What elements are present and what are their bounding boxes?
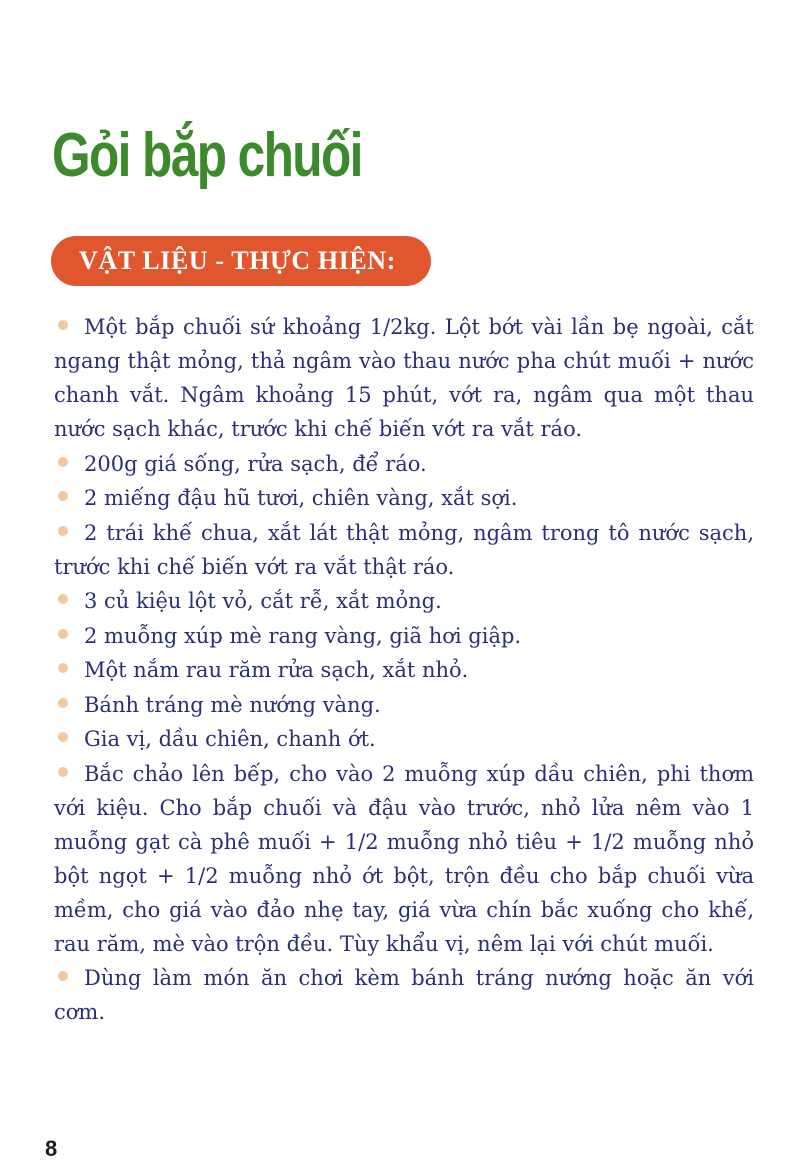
list-item bbox=[54, 619, 754, 653]
list-item-text: 2 trái khế chua, xắt lát thật mỏng, ngâm trong tô nước sạch, trước khi chế biến vớt ra vắt thật ráo. bbox=[54, 520, 754, 579]
list-item bbox=[54, 310, 754, 446]
list-item bbox=[54, 688, 754, 722]
bullet-icon bbox=[58, 629, 68, 639]
page-number: 8 bbox=[45, 1136, 58, 1161]
list-item-text: Một nắm rau răm rửa sạch, xắt nhỏ. bbox=[84, 658, 469, 682]
list-item bbox=[54, 653, 754, 687]
recipe-title: Gỏi bắp chuối bbox=[52, 121, 362, 190]
list-item-text: Một bắp chuối sứ khoảng 1/2kg. Lột bớt vài lần bẹ ngoài, cắt ngang thật mỏng, thả ngâm vào thau nước pha chút muối + nước chanh vắt. Ngâm khoảng 15 phút, vớt ra, ngâm qua một thau nước sạch khác, trước khi chế biến vớt ra vắt ráo. bbox=[54, 315, 754, 441]
list-item-text: 2 miếng đậu hũ tươi, chiên vàng, xắt sợi. bbox=[84, 486, 518, 510]
list-item-text: Bánh tráng mè nướng vàng. bbox=[84, 692, 381, 717]
list-item-text: 2 muỗng xúp mè rang vàng, giã hơi giập. bbox=[84, 623, 522, 648]
bullet-icon bbox=[58, 767, 68, 777]
list-item-text: Bắc chảo lên bếp, cho vào 2 muỗng xúp dầu chiên, phi thơm với kiệu. Cho bắp chuối và đậu vào trước, nhỏ lửa nêm vào 1 muỗng gạt cà phê muối + 1/2 muỗng nhỏ tiêu + 1/2 muỗng nhỏ bột ngọt + 1/2 muỗng nhỏ ớt bột, trộn đều cho bắp chuối vừa mềm, cho giá vào đảo nhẹ tay, giá vừa chín bắc xuống cho khế, rau răm, mè vào trộn đều. Tùy khẩu vị, nêm lại với chút muối. bbox=[54, 761, 754, 956]
bullet-icon bbox=[58, 971, 68, 981]
bullet-icon bbox=[58, 457, 68, 467]
list-item bbox=[54, 757, 754, 961]
bullet-icon bbox=[58, 663, 68, 673]
list-item bbox=[54, 516, 754, 584]
list-item-text: 200g giá sống, rửa sạch, để ráo. bbox=[84, 451, 427, 476]
bullet-icon bbox=[58, 594, 68, 604]
ingredient-instruction-list bbox=[54, 310, 754, 1030]
list-item bbox=[54, 481, 754, 515]
bullet-icon bbox=[58, 732, 68, 742]
bullet-icon bbox=[58, 526, 68, 536]
list-item bbox=[54, 722, 754, 756]
section-heading: VẬT LIỆU - THỰC HIỆN: bbox=[79, 246, 396, 275]
bullet-icon bbox=[58, 491, 68, 501]
list-item bbox=[54, 447, 754, 481]
bullet-icon bbox=[58, 320, 68, 330]
list-item-text: Dùng làm món ăn chơi kèm bánh tráng nướng hoặc ăn với cơm. bbox=[54, 966, 754, 1024]
section-heading-badge bbox=[51, 236, 431, 286]
bullet-icon bbox=[58, 698, 68, 708]
list-item-text: Gia vị, dầu chiên, chanh ớt. bbox=[84, 727, 376, 751]
list-item-text: 3 củ kiệu lột vỏ, cắt rễ, xắt mỏng. bbox=[84, 589, 442, 613]
list-item bbox=[54, 584, 754, 618]
list-item bbox=[54, 961, 754, 1029]
